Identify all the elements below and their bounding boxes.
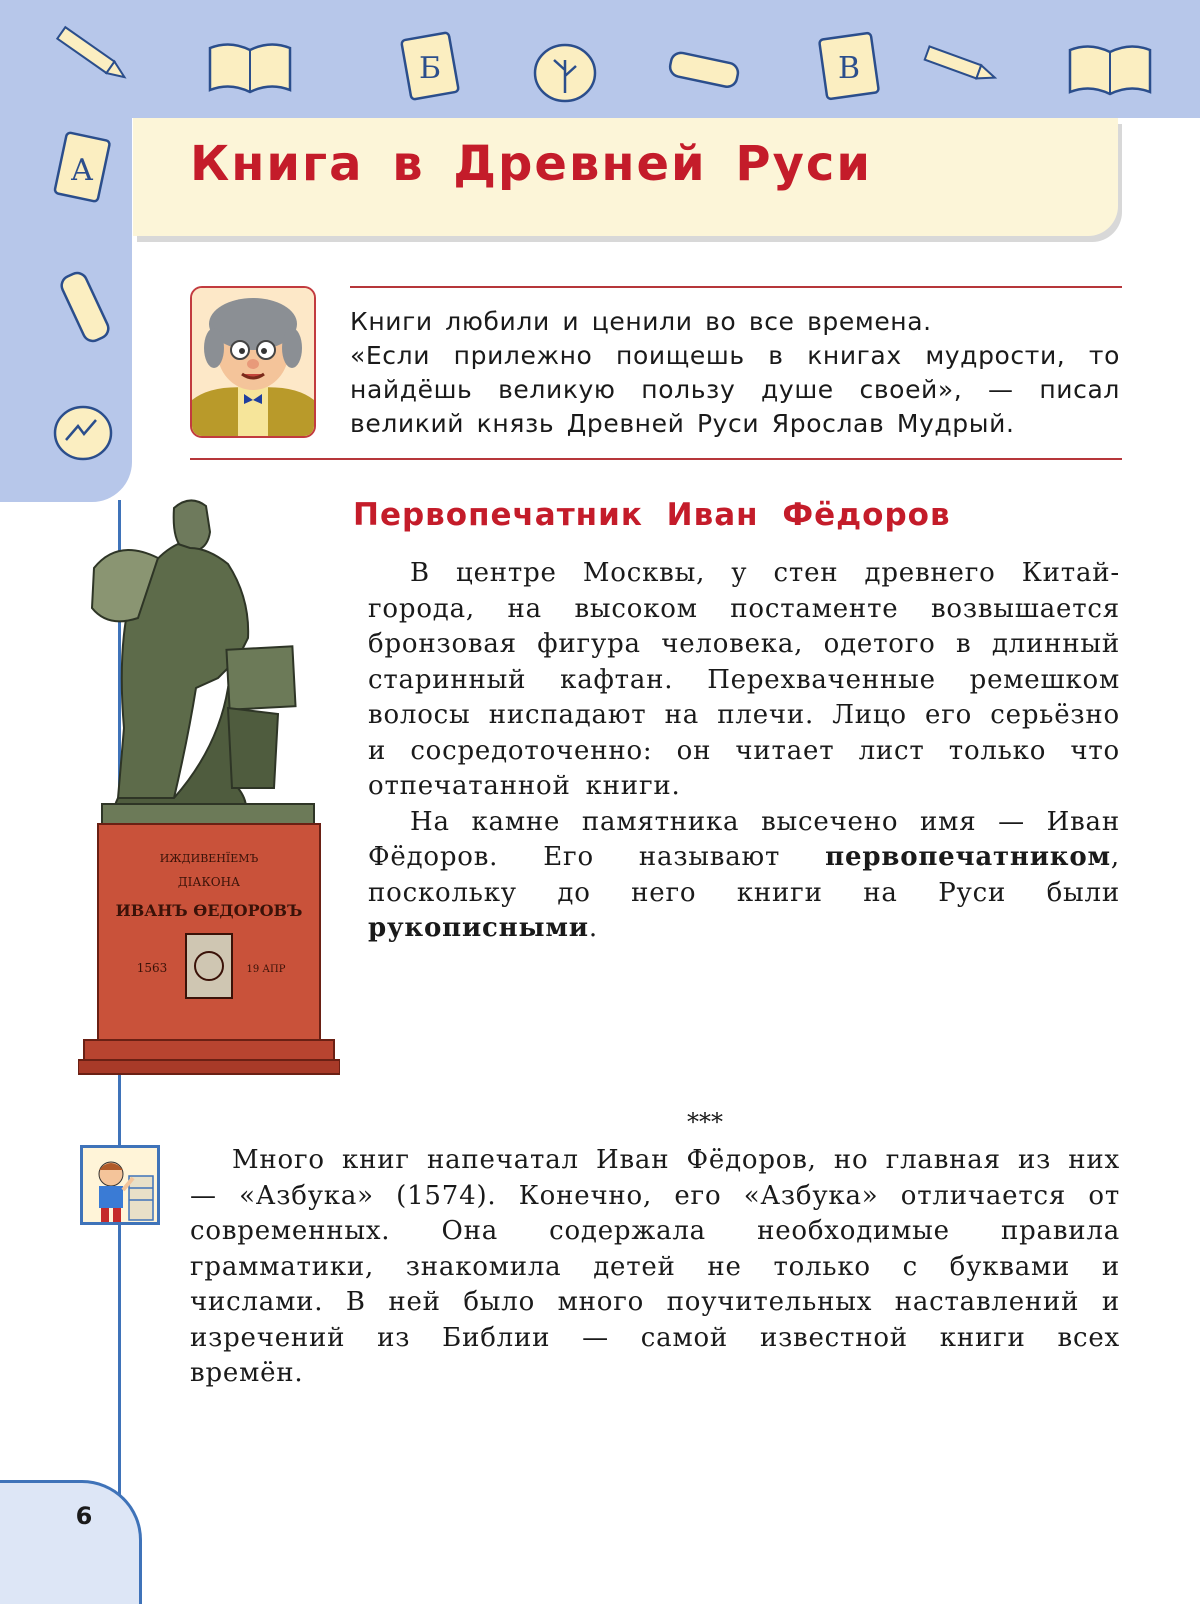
svg-text:Б: Б xyxy=(418,51,442,86)
term-handwritten: рукописными xyxy=(368,913,589,943)
wave-tile-icon xyxy=(48,398,118,468)
svg-text:А: А xyxy=(70,153,94,188)
letter-block-icon xyxy=(815,30,885,102)
section-paragraph xyxy=(368,805,1120,947)
separator: *** xyxy=(687,1108,723,1136)
monument-illustration xyxy=(78,488,340,1092)
top-decor-band xyxy=(0,0,1200,118)
intro-text xyxy=(350,305,1120,441)
page-number-tab xyxy=(0,1480,142,1604)
paragraph-text: . xyxy=(588,913,598,943)
page-number: 6 xyxy=(75,1502,93,1530)
letter-block-icon xyxy=(52,128,112,208)
section-title: Первопечатник Иван Фёдоров xyxy=(353,497,951,533)
student-icon xyxy=(80,1145,160,1225)
plant-tile-icon xyxy=(530,38,600,108)
pencil-icon xyxy=(40,18,140,88)
monument-inscription-name: ИВАНЪ ѲЕДОРОВЪ xyxy=(115,901,303,920)
intro-quote: «Если прилежно поищешь в книгах мудрости, то найдёшь великую пользу душе своей», — писал великий князь Древней Руси Ярослав Мудрый. xyxy=(350,341,1120,438)
monument-year-right: 19 АПР xyxy=(246,964,286,975)
closing-paragraph: Много книг напечатал Иван Фёдоров, но главная из них — «Азбука» (1574). Конечно, его «Азбука» отличается от современных. Она содержала необходимые правила грамматики, знакомила детей не только с буквами и числами. В ней было много поучительных наставлений и изречений из Библии — самой известной книги всех времён. xyxy=(190,1145,1120,1388)
paragraph-text: , поскольку до него книги на Руси были xyxy=(368,842,1120,908)
scroll-icon xyxy=(660,40,750,100)
pencil-icon xyxy=(915,40,1005,90)
intro-line: Книги любили и ценили во все времена. xyxy=(350,307,932,336)
open-book-icon xyxy=(1065,40,1155,100)
page-title: Книга в Древней Руси xyxy=(190,136,872,192)
intro-top-rule xyxy=(350,286,1122,288)
paragraph-text: На камне памятника высечено имя — Иван Фёдоров. Его называют xyxy=(368,806,1120,872)
open-book-icon xyxy=(205,38,295,98)
intro-bottom-rule xyxy=(190,458,1122,460)
monument-inscription-line2: ДІАКОНА xyxy=(177,875,241,889)
teacher-avatar xyxy=(190,286,316,438)
section-paragraph: В центре Москвы, у стен древнего Китай-города, на высоком постаменте возвышается бронзовая фигура человека, одетого в длинный старинный кафтан. Перехваченные ремешком волосы ниспадают на плечи. Лицо его серьёзно и сосредоточенно: он читает лист только что отпечатанной книги. xyxy=(368,558,1120,801)
closing-body xyxy=(190,1143,1120,1392)
monument-inscription-line1: ИЖДИВЕНЇЕМЪ xyxy=(159,852,259,865)
term-first-printer: первопечатником xyxy=(825,842,1111,872)
monument-year-left: 1563 xyxy=(136,961,168,975)
letter-block-icon xyxy=(400,30,460,102)
scroll-icon xyxy=(52,262,122,352)
section-body xyxy=(368,556,1120,947)
svg-text:В: В xyxy=(837,51,861,86)
